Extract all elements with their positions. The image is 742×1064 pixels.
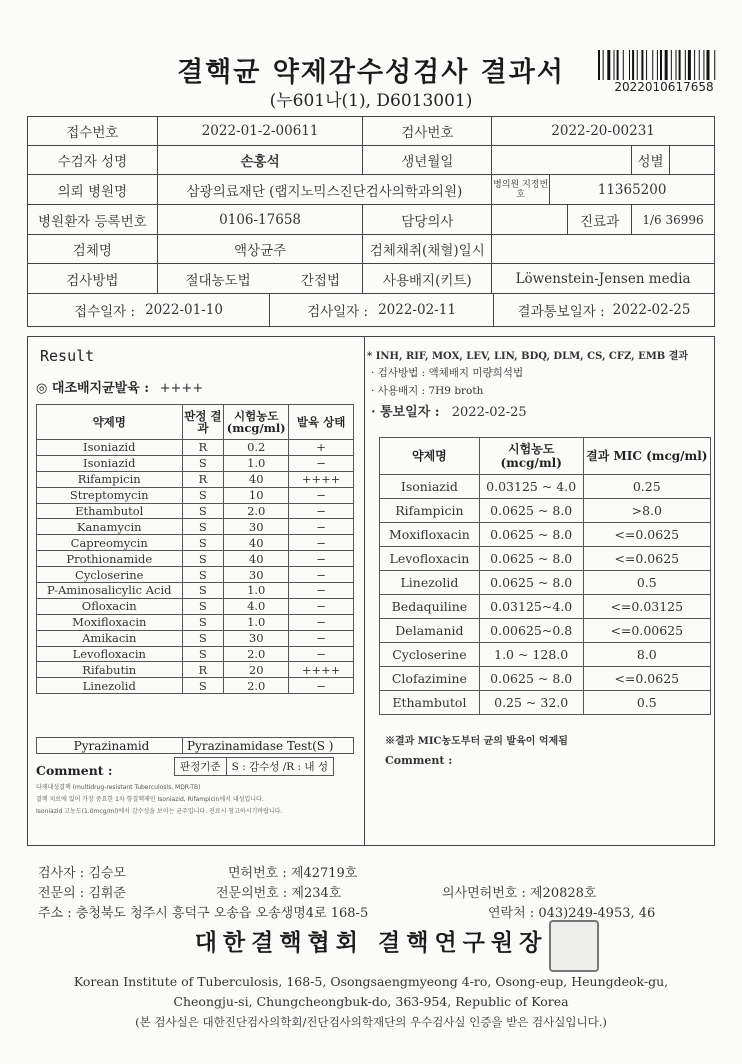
mic-row — [380, 571, 711, 595]
drug-col-result: 판정 결과 — [182, 405, 224, 440]
drug-conc: 40 — [224, 471, 289, 487]
mic-note-method: · 검사방법 : 액체배지 미량희석법 — [371, 367, 524, 379]
drug-name: Ethambutol — [37, 503, 183, 519]
reg-no-label: 병원환자 등록번호 — [28, 205, 158, 235]
hospital-name: 삼광의료재단 (랩지노믹스진단검사의학과의원) — [157, 175, 491, 205]
patient-name-label: 수검자 성명 — [28, 146, 158, 175]
receipt-date-label: 접수일자 : — [74, 304, 136, 320]
drug-result: S — [182, 487, 224, 503]
report-title: 결핵균 약제감수성검사 결과서 — [177, 57, 565, 88]
drug-result: S — [182, 598, 224, 614]
collect-value — [492, 235, 715, 264]
mic-drug-name: Clofazimine — [380, 667, 480, 691]
drug-name: Capreomycin — [37, 535, 183, 551]
doctor-label: 담당의사 — [363, 205, 492, 235]
mic-col-name: 약제명 — [380, 438, 480, 475]
drug-conc: 2.0 — [224, 503, 289, 519]
hospital-label: 의뢰 병원명 — [28, 175, 158, 205]
contact: 연락처 : 043)249-4953, 46 — [488, 906, 656, 921]
barcode — [598, 50, 730, 80]
drug-conc: 1.0 — [224, 614, 289, 630]
drug-growth: − — [289, 503, 354, 519]
drug-name: Kanamycin — [37, 519, 183, 535]
mic-drug-name: Delamanid — [380, 619, 480, 643]
mic-conc: 0.0625 ~ 8.0 — [479, 571, 583, 595]
method-2: 간접법 — [300, 272, 341, 289]
mic-footnote: ※결과 MIC농도부터 균의 발육이 억제됨 — [385, 736, 568, 747]
mic-date: 2022-02-25 — [451, 405, 527, 420]
drug-growth: − — [289, 630, 354, 646]
drug-result: S — [182, 583, 224, 599]
mic-result: 8.0 — [583, 643, 710, 667]
drug-col-conc: 시험농도 (mcg/ml) — [224, 405, 289, 440]
comment-line-2: 결핵 치료에 있어 가장 중요한 1차 항결핵제인 Isoniazid, Rifampicin에서 내성입니다. — [36, 796, 264, 803]
drug-conc: 40 — [224, 551, 289, 567]
drug-row — [37, 583, 354, 599]
mic-result: 0.25 — [583, 475, 710, 499]
drug-conc: 2.0 — [224, 646, 289, 662]
drug-table — [36, 404, 354, 694]
mic-result: <=0.03125 — [583, 595, 710, 619]
drug-name: Isoniazid — [37, 455, 183, 471]
pza-table — [36, 737, 354, 754]
test-date-label: 검사일자 : — [307, 304, 369, 320]
tester: 검사자 : 김승모 — [38, 866, 126, 881]
specimen-value: 액상균주 — [157, 235, 363, 264]
mic-result: <=0.0625 — [583, 547, 710, 571]
drug-result: S — [182, 535, 224, 551]
drug-conc: 30 — [224, 567, 289, 583]
drug-name: Prothionamide — [37, 551, 183, 567]
mic-row — [380, 475, 711, 499]
mic-result: 0.5 — [583, 691, 710, 715]
drug-result: R — [182, 440, 224, 456]
result-title: Result — [40, 347, 95, 365]
hospital-code-label: 병의원 지정번호 — [492, 175, 550, 204]
drug-result: S — [182, 630, 224, 646]
specialist: 전문의 : 김휘준 — [38, 886, 126, 901]
drug-result: S — [182, 551, 224, 567]
drug-row — [37, 440, 354, 456]
drug-growth: − — [289, 567, 354, 583]
method-label: 검사방법 — [28, 264, 158, 294]
drug-row — [37, 487, 354, 503]
criteria-value: S : 감수성 /R : 내 성 — [227, 757, 334, 776]
drug-name: Linezolid — [37, 678, 183, 694]
mic-result: 0.5 — [583, 571, 710, 595]
drug-conc: 4.0 — [224, 598, 289, 614]
mic-row — [380, 667, 711, 691]
medium-label: 사용배지(키트) — [363, 264, 492, 294]
mic-result: <=0.0625 — [583, 667, 710, 691]
drug-conc: 30 — [224, 519, 289, 535]
mic-table — [379, 437, 711, 715]
mic-result: >8.0 — [583, 499, 710, 523]
mic-row — [380, 523, 711, 547]
birth-label: 생년월일 — [363, 146, 492, 175]
mic-drug-name: Bedaquiline — [380, 595, 480, 619]
drug-name: Rifabutin — [37, 662, 183, 678]
drug-row — [37, 567, 354, 583]
mic-row — [380, 691, 711, 715]
comment-line-3: Isoniazid 고농도(1.0mcg/ml)에서 감수성을 보이는 균주입니다. 진료시 참고하시기바랍니다. — [36, 808, 283, 815]
mic-row — [380, 619, 711, 643]
drug-result: S — [182, 503, 224, 519]
mic-conc: 0.0625 ~ 8.0 — [479, 499, 583, 523]
mic-note-title: * INH, RIF, MOX, LEV, LIN, BDQ, DLM, CS, CFZ, EMB 결과 — [367, 351, 689, 362]
mic-section — [365, 336, 715, 846]
mic-result: <=0.0625 — [583, 523, 710, 547]
hospital-code: 11365200 — [597, 181, 667, 198]
drug-conc: 20 — [224, 662, 289, 678]
drug-growth: ++++ — [289, 471, 354, 487]
test-no: 2022-20-00231 — [492, 117, 715, 146]
drug-conc: 0.2 — [224, 440, 289, 456]
drug-row — [37, 662, 354, 678]
drug-growth: − — [289, 535, 354, 551]
institute-name: 대한결핵협회 결핵연구원장 — [194, 929, 548, 956]
mic-conc: 0.25 ~ 32.0 — [479, 691, 583, 715]
mic-drug-name: Rifampicin — [380, 499, 480, 523]
mic-row — [380, 595, 711, 619]
mic-conc: 0.03125 ~ 4.0 — [479, 475, 583, 499]
doctor-license: 의사면허번호 : 제20828호 — [442, 886, 597, 901]
drug-row — [37, 630, 354, 646]
drug-growth: − — [289, 678, 354, 694]
report-subtitle: (누601나(1), D6013001) — [269, 91, 473, 111]
control-value: ++++ — [159, 381, 204, 396]
patient-name: 손홍석 — [157, 146, 363, 175]
drug-name: Isoniazid — [37, 440, 183, 456]
drug-row — [37, 471, 354, 487]
control-label: ◎ 대조배지균발육 : — [36, 381, 150, 396]
medium-value: Löwenstein-Jensen media — [492, 264, 715, 294]
mic-conc: 0.0625 ~ 8.0 — [479, 667, 583, 691]
comment-line-1: 다제내성결핵 (multidrug-resistant Tuberculosis, MDR-TB) — [36, 784, 201, 791]
doctor-value — [492, 205, 567, 234]
drug-result: R — [182, 471, 224, 487]
official-seal — [549, 920, 599, 972]
barcode-number: 2022010617658 — [614, 80, 714, 94]
mic-row — [380, 499, 711, 523]
drug-row — [37, 535, 354, 551]
specialist-no: 전문의번호 : 제234호 — [216, 886, 342, 901]
pza-name: Pyrazinamid — [37, 738, 183, 754]
drug-name: Cycloserine — [37, 567, 183, 583]
criteria-box — [174, 757, 334, 776]
method-1: 절대농도법 — [185, 272, 251, 289]
mic-drug-name: Cycloserine — [380, 643, 480, 667]
mic-conc: 0.00625~0.8 — [479, 619, 583, 643]
drug-conc: 1.0 — [224, 583, 289, 599]
drug-growth: − — [289, 487, 354, 503]
specimen-label: 검체명 — [28, 235, 158, 264]
drug-growth: − — [289, 455, 354, 471]
criteria-label: 판정기준 — [174, 757, 227, 776]
mic-conc: 0.03125~4.0 — [479, 595, 583, 619]
drug-result: S — [182, 567, 224, 583]
drug-row — [37, 678, 354, 694]
drug-name: Ofloxacin — [37, 598, 183, 614]
certification-note: (본 검사실은 대한진단검사의학회/진단검사의학재단의 우수검사실 인증을 받은 검사실입니다.) — [135, 1015, 607, 1029]
drug-conc: 1.0 — [224, 455, 289, 471]
control-growth — [36, 377, 203, 396]
receipt-no: 2022-01-2-00611 — [157, 117, 363, 146]
drug-growth: − — [289, 583, 354, 599]
dept-label: 진료과 — [567, 205, 631, 234]
drug-result: S — [182, 646, 224, 662]
test-no-label: 검사번호 — [363, 117, 492, 146]
mic-col-result: 결과 MIC (mcg/ml) — [583, 438, 710, 475]
receipt-no-label: 접수번호 — [28, 117, 158, 146]
drug-row — [37, 455, 354, 471]
drug-conc: 10 — [224, 487, 289, 503]
sex-label: 성별 — [632, 146, 670, 175]
mic-drug-name: Isoniazid — [380, 475, 480, 499]
drug-growth: + — [289, 440, 354, 456]
tester-license: 면허번호 : 제42719호 — [228, 866, 358, 881]
drug-row — [37, 551, 354, 567]
mic-drug-name: Ethambutol — [380, 691, 480, 715]
mic-note-date — [371, 401, 527, 420]
drug-name: P-Aminosalicylic Acid — [37, 583, 183, 599]
report-date-label: 결과통보일자 : — [517, 304, 605, 320]
drug-col-growth: 발육 상태 — [289, 405, 354, 440]
mic-drug-name: Linezolid — [380, 571, 480, 595]
drug-row — [37, 646, 354, 662]
drug-conc: 40 — [224, 535, 289, 551]
drug-growth: − — [289, 598, 354, 614]
mic-comment-label: Comment : — [385, 754, 453, 767]
drug-growth: − — [289, 551, 354, 567]
mic-drug-name: Levofloxacin — [380, 547, 480, 571]
mic-col-conc: 시험농도 (mcg/ml) — [479, 438, 583, 475]
birth-value — [492, 146, 632, 175]
patient-info-table — [27, 116, 715, 327]
drug-growth: − — [289, 519, 354, 535]
test-date: 2022-02-11 — [378, 302, 456, 318]
drug-growth: − — [289, 646, 354, 662]
mic-row — [380, 547, 711, 571]
drug-name: Amikacin — [37, 630, 183, 646]
result-section — [27, 336, 365, 846]
drug-growth: − — [289, 614, 354, 630]
english-address-1: Korean Institute of Tuberculosis, 168-5, Osongsaengmyeong 4-ro, Osong-eup, Heungdeok-gu, — [73, 974, 669, 989]
drug-conc: 30 — [224, 630, 289, 646]
mic-note-medium: · 사용배지 : 7H9 broth — [371, 385, 484, 397]
drug-result: S — [182, 678, 224, 694]
drug-result: R — [182, 662, 224, 678]
drug-result: S — [182, 455, 224, 471]
pza-value: Pyrazinamidase Test(S ) — [183, 738, 354, 754]
drug-row — [37, 614, 354, 630]
mic-conc: 0.0625 ~ 8.0 — [479, 547, 583, 571]
dept-value: 1/6 36996 — [632, 205, 715, 235]
english-address-2: Cheongju-si, Chungcheongbuk-do, 363-954, Republic of Korea — [173, 994, 569, 1009]
drug-name: Rifampicin — [37, 471, 183, 487]
drug-result: S — [182, 614, 224, 630]
report-date: 2022-02-25 — [612, 302, 691, 318]
reg-no: 0106-17658 — [157, 205, 363, 235]
mic-date-label: · 통보일자 : — [371, 405, 440, 420]
drug-growth: ++++ — [289, 662, 354, 678]
sex-value — [670, 146, 715, 175]
result-comment-label: Comment : — [36, 763, 113, 778]
drug-conc: 2.0 — [224, 678, 289, 694]
receipt-date: 2022-01-10 — [145, 302, 223, 318]
mic-row — [380, 643, 711, 667]
drug-name: Streptomycin — [37, 487, 183, 503]
mic-conc: 1.0 ~ 128.0 — [479, 643, 583, 667]
drug-name: Moxifloxacin — [37, 614, 183, 630]
drug-row — [37, 519, 354, 535]
address: 주소 : 충청북도 청주시 흥덕구 오송읍 오송생명4로 168-5 — [38, 906, 369, 921]
drug-col-name: 약제명 — [37, 405, 183, 440]
collect-label: 검체채취(채혈)일시 — [363, 235, 492, 264]
mic-result: <=0.00625 — [583, 619, 710, 643]
drug-result: S — [182, 519, 224, 535]
drug-name: Levofloxacin — [37, 646, 183, 662]
mic-conc: 0.0625 ~ 8.0 — [479, 523, 583, 547]
drug-row — [37, 503, 354, 519]
mic-drug-name: Moxifloxacin — [380, 523, 480, 547]
drug-row — [37, 598, 354, 614]
